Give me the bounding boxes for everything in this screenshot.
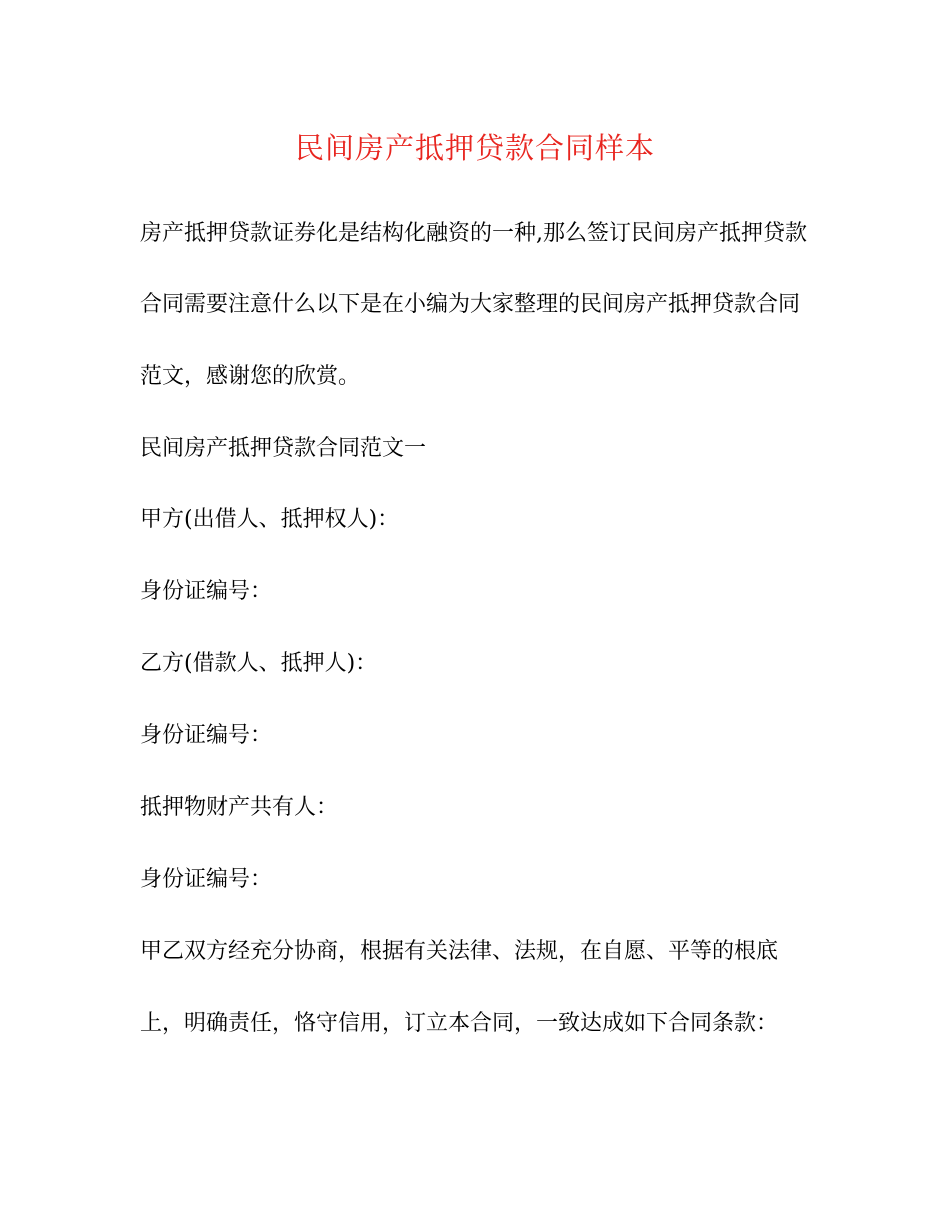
party-a-label: 甲方(出借人、抵押权人)： <box>140 507 400 532</box>
co-owner-label: 抵押物财产共有人： <box>140 795 339 820</box>
paragraph-line: 上，明确责任，恪守信用，订立本合同，一致达成如下合同条款： <box>140 1011 779 1036</box>
document-title: 民间房产抵押贷款合同样本 <box>294 131 655 165</box>
party-a-id-label: 身份证编号： <box>140 579 273 604</box>
paragraph-line: 房产抵押贷款证券化是结构化融资的一种,那么签订民间房产抵押贷款 <box>140 221 807 246</box>
co-owner-id-label: 身份证编号： <box>140 867 273 892</box>
section-heading: 民间房产抵押贷款合同范文一 <box>140 436 427 461</box>
paragraph-line: 范文，感谢您的欣赏。 <box>140 364 361 389</box>
party-b-id-label: 身份证编号： <box>140 723 273 748</box>
paragraph-line: 合同需要注意什么以下是在小编为大家整理的民间房产抵押贷款合同 <box>140 292 801 317</box>
party-b-label: 乙方(借款人、抵押人)： <box>140 651 378 676</box>
paragraph-line: 甲乙双方经充分协商，根据有关法律、法规，在自愿、平等的根底 <box>140 939 779 964</box>
